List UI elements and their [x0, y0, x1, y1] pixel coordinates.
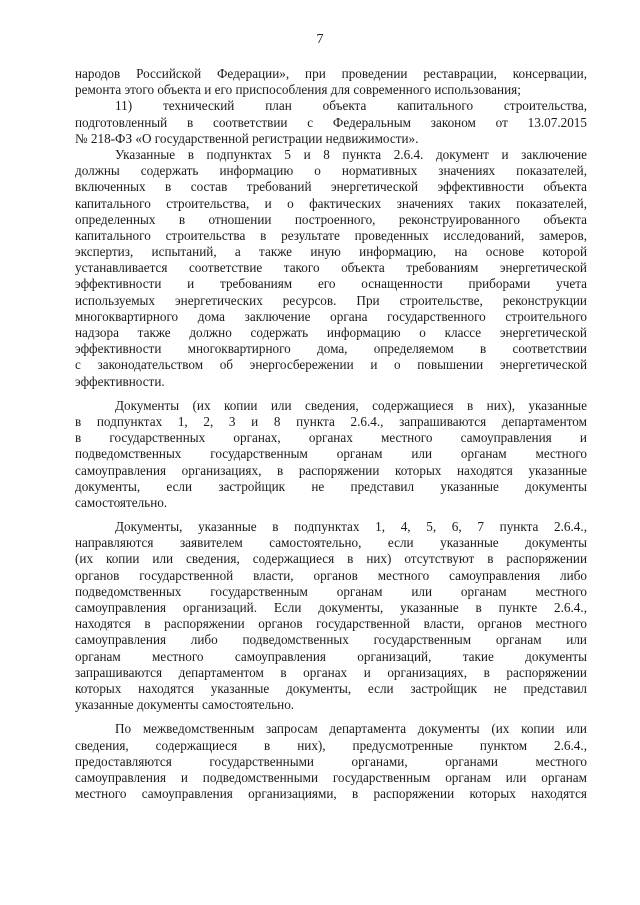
text-line: указанные документы самостоятельно. — [75, 697, 295, 713]
paragraph-item-11 — [75, 98, 587, 147]
text-line: многоквартирного дома заключение органа государственного строительного — [75, 308, 587, 324]
text-line: в подпунктах 1, 2, 3 и 8 пункта 2.6.4., запрашиваются департаментом — [75, 413, 587, 429]
text-line: эффективности. — [75, 373, 165, 389]
text-line: Документы (их копии или сведения, содержащиеся в них), указанные — [115, 397, 587, 413]
paragraph-applicant-documents — [75, 519, 587, 713]
text-line: экспертиз, испытаний, а также иную информацию, на основе которой — [75, 244, 587, 260]
text-line: направляются заявителем самостоятельно, если указанные документы — [75, 535, 587, 551]
paragraph-continuation — [75, 66, 587, 98]
text-line: эффективности и требованиям его оснащенности приборами учета — [75, 276, 587, 292]
text-line: надзора также должно содержать информацию о классе энергетической — [75, 325, 587, 340]
paragraph-gap — [75, 390, 587, 398]
text-line: находятся в распоряжении органов государственной власти, органов местного — [75, 616, 587, 632]
paragraph-requested-documents — [75, 398, 587, 511]
paragraph-interagency-requests — [75, 721, 587, 802]
text-line: Указанные в подпунктах 5 и 8 пункта 2.6.4. документ и заключение — [115, 146, 587, 162]
text-line: подведомственных государственным органам или органам местного — [75, 446, 587, 462]
text-line: 11) технический план объекта капитального строительства, — [115, 98, 587, 114]
text-line: определенных в отношении построенного, реконструированного объекта — [75, 211, 587, 227]
text-line: № 218-ФЗ «О государственной регистрации недвижимости». — [75, 130, 419, 146]
paragraph-gap — [75, 713, 587, 721]
text-line: эффективности многоквартирного дома, определяемом в соответствии — [75, 341, 587, 357]
text-line: капитального строительства, и о фактических значениях таких показателей, — [75, 195, 587, 211]
text-line: с законодательством об энергосбережении и о повышении энергетической — [75, 357, 587, 373]
text-line: самоуправления либо подведомственных государственным органам или — [75, 632, 587, 648]
text-line: используемых энергетических ресурсов. При строительстве, реконструкции — [75, 292, 587, 308]
text-line: запрашиваются департаментом в органах и организациях, в распоряжении — [75, 664, 587, 680]
text-line: включенных в состав требований энергетической эффективности объекта — [75, 179, 587, 195]
text-line: самостоятельно. — [75, 494, 168, 510]
page-number: 7 — [316, 32, 324, 47]
text-line: местного самоуправления организациями, в распоряжении которых находятся — [75, 786, 587, 802]
text-line: самоуправления организаций. Если документы, указанные в пункте 2.6.4., — [75, 600, 587, 615]
text-line: По межведомственным запросам департамента документы (их копии или — [115, 721, 587, 737]
text-line: подготовленный в соответствии с Федеральным законом от 13.07.2015 — [75, 114, 587, 130]
document-body — [75, 66, 587, 802]
paragraph-energy-efficiency — [75, 147, 587, 390]
text-line: (их копии или сведения, содержащиеся в них) отсутствуют в распоряжении — [75, 551, 587, 567]
text-line: устанавливается соответствие такого объекта требованиям энергетической — [75, 260, 587, 276]
text-line: капитального строительства в результате проведенных исследований, замеров, — [75, 227, 587, 243]
text-line: предоставляются государственными органами, органами местного — [75, 753, 587, 769]
text-line: в государственных органах, органах местного самоуправления и — [75, 430, 587, 446]
text-line: органов государственной власти, органов местного самоуправления либо — [75, 567, 587, 583]
text-line: органам местного самоуправления организаций, такие документы — [75, 648, 587, 664]
text-line: которых находятся указанные документы, если застройщик не представил — [75, 680, 587, 696]
paragraph-gap — [75, 511, 587, 519]
text-line: должны содержать информацию о нормативных значениях показателей, — [75, 163, 587, 179]
text-line: документы, если застройщик не представил указанные документы — [75, 478, 587, 494]
text-line: самоуправления и подведомственными государственным органам или органам — [75, 769, 587, 785]
text-line: самоуправления организациях, в распоряжении которых находятся указанные — [75, 462, 587, 478]
text-line: Документы, указанные в подпунктах 1, 4, 5, 6, 7 пункта 2.6.4., — [115, 519, 587, 535]
text-line: подведомственных государственным органам или органам местного — [75, 583, 587, 599]
text-line: народов Российской Федерации», при проведении реставрации, консервации, — [75, 66, 587, 81]
text-line: ремонта этого объекта и его приспособления для современного использования; — [75, 82, 521, 98]
text-line: сведения, содержащиеся в них), предусмотренные пунктом 2.6.4., — [75, 737, 587, 753]
